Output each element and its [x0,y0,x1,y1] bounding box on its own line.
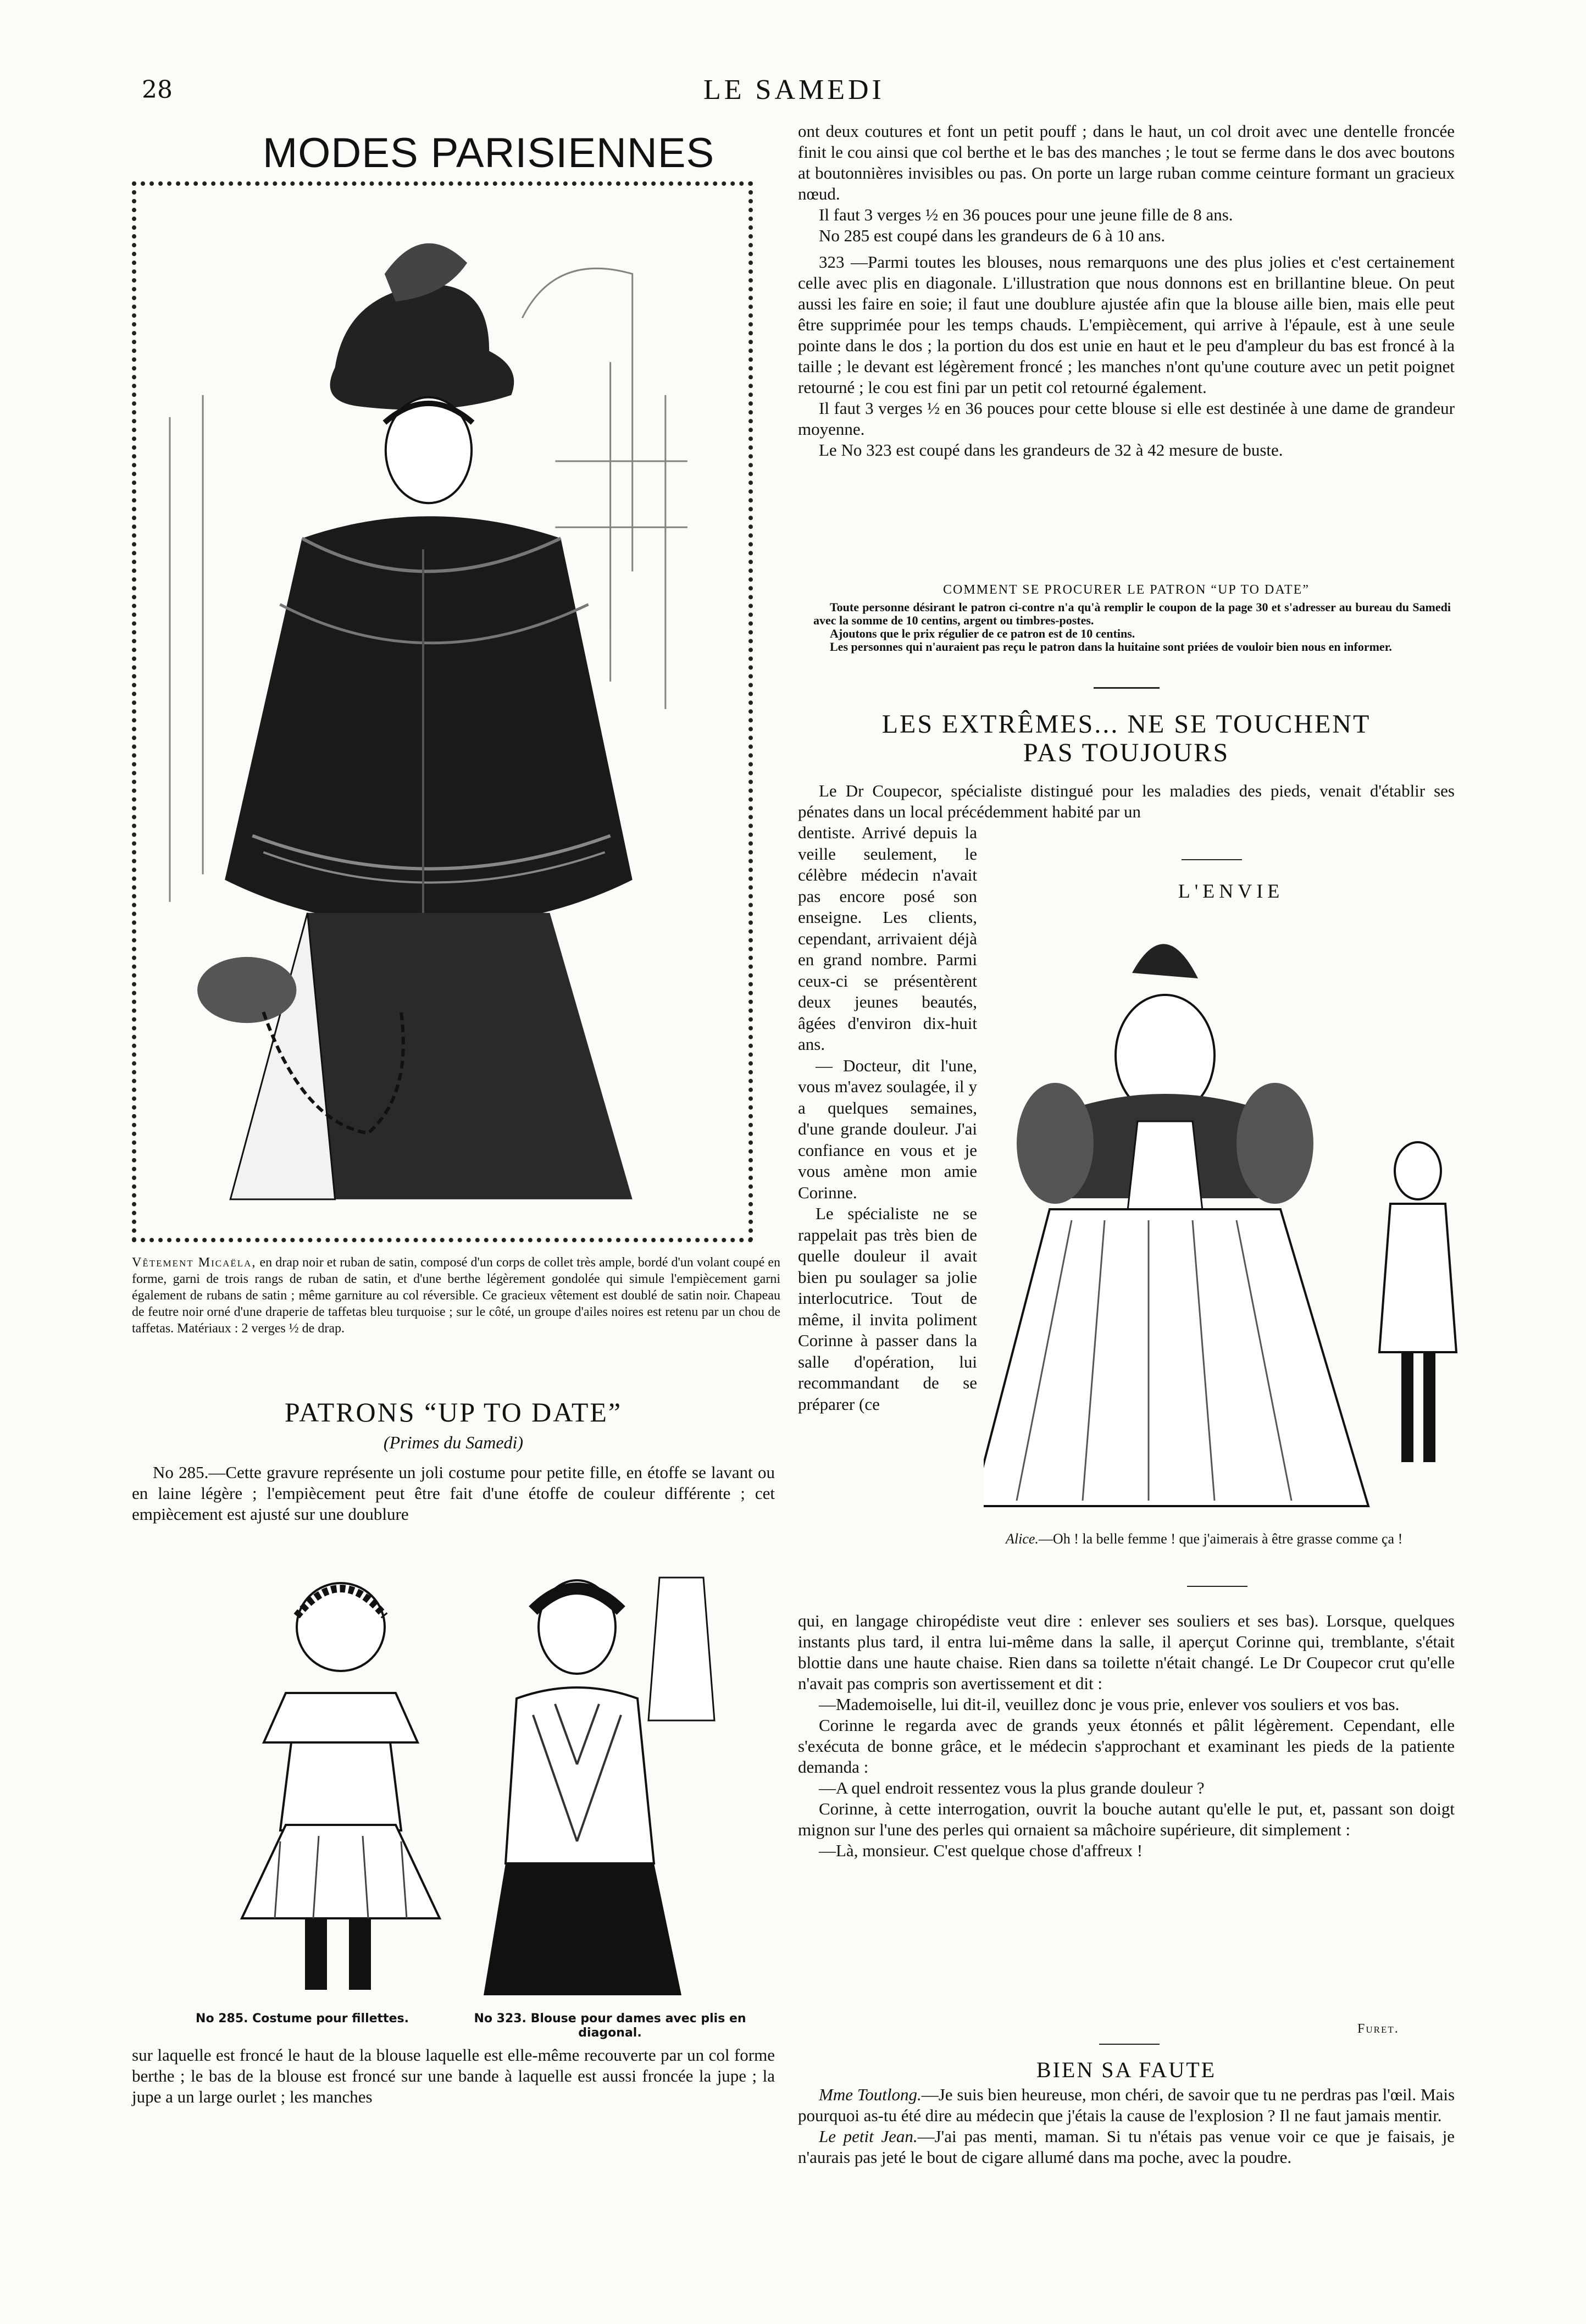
patrons-continued-right [798,121,1455,461]
extremes-rest-5: Corinne, à cette interrogation, ouvrit la bouche autant qu'elle le put, et, passant son doigt mignon sur l'une des perles qui ornaient sa mâchoire supérieure, dit simplement : [798,1799,1455,1839]
extremes-narrow-column [798,822,977,1415]
patrons-title: PATRONS “UP TO DATE” [284,1397,623,1427]
extremes-narrow-1: dentiste. Arrivé depuis la veille seulement, le célèbre médecin n'avait pas encore posé son enseigne. Les clients, cependant, arrivaient déjà en grand nombre. Parmi ceux-ci se présentèrent deux jeunes beautés, âgées d'environ dix-huit ans. [798,823,977,1054]
how-to-order-title: COMMENT SE PROCURER LE PATRON “UP TO DATE” [943,583,1310,597]
extremes-rest-2: —Mademoiselle, lui dit-il, veuillez donc je vous prie, enlever vos souliers et vos bas. [819,1695,1400,1714]
bien-divider [1099,2044,1160,2045]
extremes-title-line-1: LES EXTRÊMES... NE SE TOUCHENT [881,710,1371,739]
envie-caption-speaker: Alice. [1006,1531,1039,1547]
patrons-intro-text: No 285.—Cette gravure représente un joli costume pour petite fille, en étoffe se lavant ou en laine légère ; l'empiècement peut être fait d'une étoffe de couleur différente ; cet empiècement est ajusté sur une doublure [132,1463,775,1524]
speaker-mme-toutlong: Mme Toutlong. [819,2085,922,2104]
extremes-narrow-2: — Docteur, dit l'une, vous m'avez soulagée, il y a quelques semaines, d'une grande douleur. J'ai confiance en vous et je vous amène mon amie Corinne. [798,1055,977,1202]
caption-text: en drap noir et ruban de satin, composé d'un corps de collet très ample, bordé d'un volant coupé en forme, garni de trois rangs de ruban de satin, et d'une berthe légèrement gondolée qui simule l'empiècement garni également de rubans de satin ; même garniture au col réversible. Ce gracieux vêtement est doublé de satin noir. Chapeau de feutre noir orné d'une draperie de taffetas bleu turquoise ; sur le côté, un groupe d'ailes noires est retenu par un chou de taffetas. Matériaux : 2 verges ½ de drap. [132,1255,781,1336]
patrons-continued-left [132,2045,775,2107]
how-to-order-3: Les personnes qui n'auraient pas reçu le patron dans la huitaine sont priées de vouloir bien nous en informer. [830,640,1392,654]
bien-sa-faute-text [798,2084,1455,2168]
patrons-cont-2: Il faut 3 verges ½ en 36 pouces pour une jeune fille de 8 ans. [819,205,1233,224]
figure-caption-285: No 285. Costume pour fillettes. [196,2012,409,2026]
extremes-continued [798,1611,1455,1861]
section-divider [1094,687,1160,689]
dialogue-line-1: —Je suis bien heureuse, mon chéri, de savoir que tu ne perdras pas l'œil. Mais pourquoi as-tu été dire au médecin que j'étais la cause de l'explosion ? Il ne faut jamais mentir. [798,2085,1455,2125]
envie-caption [1006,1530,1456,1548]
extremes-rest-4: —A quel endroit ressentez vous la plus grande douleur ? [819,1778,1205,1797]
patrons-cont-4: 323 —Parmi toutes les blouses, nous remarquons une des plus jolies et c'est certainement celle avec plis en diagonale. L'illustration que nous donnons est en brillantine bleue. On peut aussi les faire en soie; il faut une doublure ajustée afin que la blouse aille bien, mais elle peut être supprimée pour les temps chauds. L'empiècement, qui arrive à l'épaule, est à une seule pointe dans le dos ; la portion du dos est unie en haut et le peu d'ampleur du bas est froncé à la taille ; le devant est légèrement froncé ; les manches n'ont qu'une couture avec un petit poignet retourné ; le cou est fini par un petit col retourné également. [798,252,1455,397]
author-signature: Furet. [1357,2022,1399,2036]
extremes-rest-1: qui, en langage chiropédiste veut dire : enlever ses souliers et ses bas). Lorsque, quelques instants plus tard, il entra lui-même dans la salle, il aperçut Corinne qui, tremblante, s'était blottie dans une haute chaise. Rien dans sa toilette n'était changé. Le Dr Coupecor crut qu'elle n'avait pas compris son avertissement et dit : [798,1611,1455,1693]
dialogue-line-2: —J'ai pas menti, maman. Si tu n'étais pas venue voir ce que je faisais, je n'aurais pas jeté le bout de cigare allumé dans ma poche, avec la poudre. [798,2127,1455,2167]
patrons-intro [132,1462,775,1525]
extremes-rest-6: —Là, monsieur. C'est quelque chose d'affreux ! [819,1841,1143,1860]
girl-costume-illustration [209,1567,473,2006]
lady-blouse-illustration [473,1556,731,2006]
caption-garment-name: Vêtement Micaëla, [132,1255,257,1270]
how-to-order-1: Toute personne désirant le patron ci-contre n'a qu'à remplir le coupon de la page 30 et s'adresser au bureau du Samedi avec la somme de 10 centins, argent ou timbres-postes. [813,600,1451,627]
extremes-intro-text: Le Dr Coupecor, spécialiste distingué pour les maladies des pieds, venait d'établir ses pénates dans un local précédemment habité par un [798,781,1455,821]
extremes-intro [798,781,1455,822]
how-to-order-2: Ajoutons que le prix régulier de ce patron est de 10 centins. [830,627,1135,640]
patrons-cont-5: Il faut 3 verges ½ en 36 pouces pour cette blouse si elle est destinée à une dame de grandeur moyenne. [798,399,1455,439]
patrons-end-text: sur laquelle est froncé le haut de la blouse laquelle est elle-même recouverte par un col forme berthe ; le bas de la blouse est froncé sur une bande à laquelle est aussi froncée la jupe ; la jupe a un large ourlet ; les manches [132,2045,775,2106]
extremes-title-line-2: PAS TOUJOURS [1023,738,1230,767]
envie-divider-bottom [1187,1586,1247,1587]
speaker-petit-jean: Le petit Jean. [819,2127,918,2146]
page-number: 28 [142,76,173,104]
patrons-cont-1: ont deux coutures et font un petit pouff ; dans le haut, un col droit avec une dentelle froncée finit le cou ainsi que col berthe et le bas des manches ; le tout se ferme dans le dos avec boutons at boutonnières invisibles ou pas. On porte un large ruban comme ceinture formant un gracieux nœud. [798,121,1455,203]
envie-divider-top [1182,859,1242,860]
fashion-illustration [132,181,753,1242]
how-to-order-text [813,601,1451,654]
extremes-title [798,710,1455,767]
bien-sa-faute-title: BIEN SA FAUTE [1036,2057,1217,2082]
patrons-subtitle: (Primes du Samedi) [383,1432,524,1452]
fashion-caption [132,1254,780,1337]
patrons-cont-6: Le No 323 est coupé dans les grandeurs de 32 à 42 mesure de buste. [819,440,1283,460]
extremes-narrow-3: Le spécialiste ne se rappelait pas très bien de quelle douleur il avait bien pu soulager sa jolie interlocutrice. Tout de même, il invita poliment Corinne à passer dans la salle d'opération, lui recommandant de se préparer (ce [798,1204,977,1414]
publication-title: LE SAMEDI [703,74,885,106]
envie-title: L'ENVIE [1178,880,1284,902]
envie-illustration [984,912,1478,1550]
envie-caption-text: —Oh ! la belle femme ! que j'aimerais à être grasse comme ça ! [1038,1531,1403,1547]
patrons-cont-3: No 285 est coupé dans les grandeurs de 6 à 10 ans. [819,226,1166,245]
extremes-rest-3: Corinne le regarda avec de grands yeux étonnés et pâlit légèrement. Cependant, elle s'exécuta de bonne grâce, et le médecin s'approchant et examinant les pieds de la patiente demanda : [798,1716,1455,1777]
figure-caption-323: No 323. Blouse pour dames avec plis en diagonal. [474,2012,746,2040]
modes-title: MODES PARISIENNES [263,130,715,176]
